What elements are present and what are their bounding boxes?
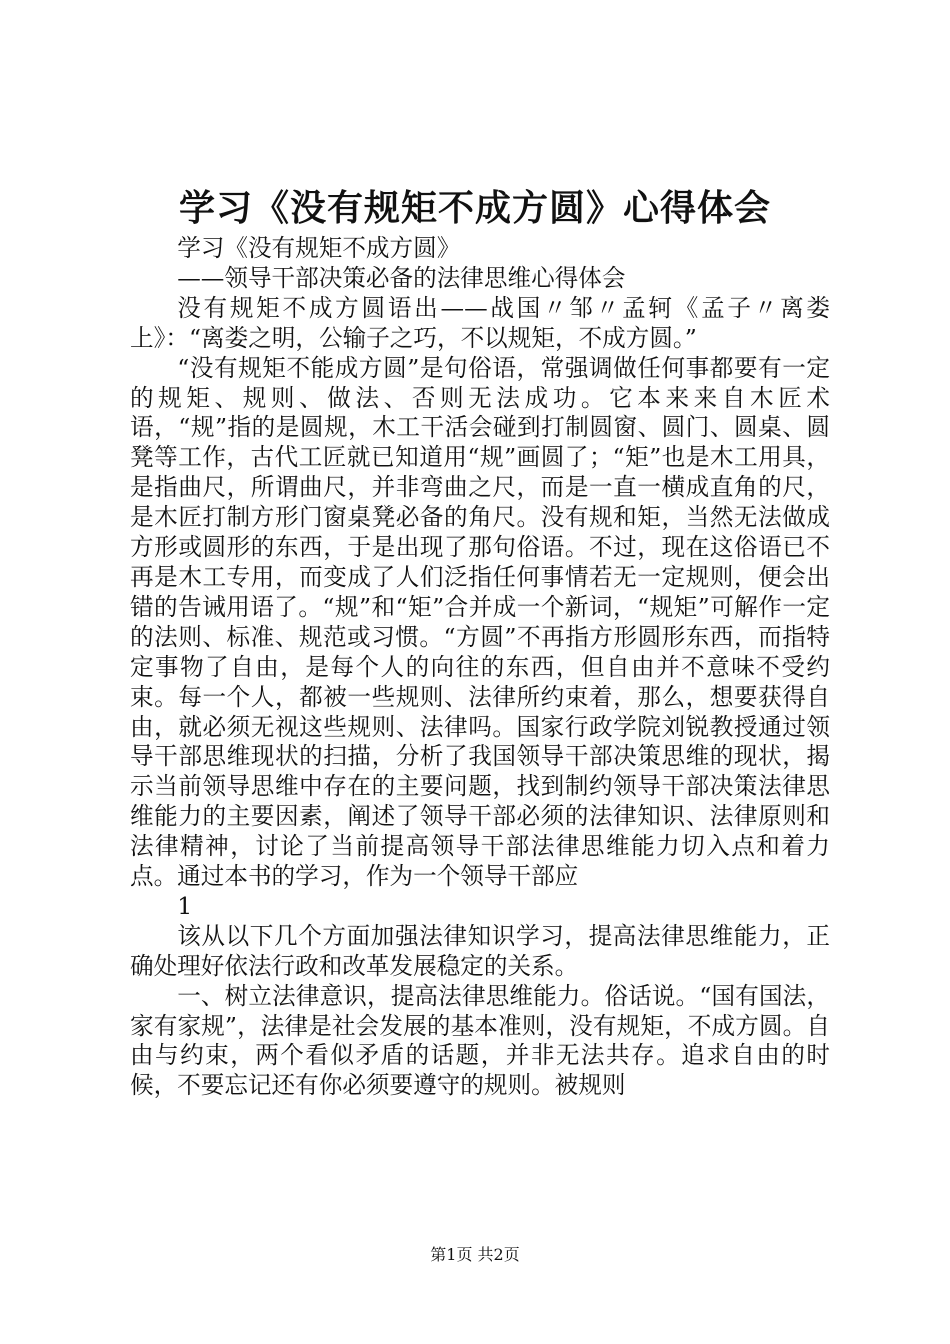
- document-title: 学习《没有规矩不成方圆》心得体会: [178, 187, 771, 229]
- paragraph-main: “没有规矩不能成方圆”是句俗语，常强调做任何事都要有一定的规矩、规则、做法、否则无法成功。它本来来自木匠术语，“规”指的是圆规，木工干活会碰到打制圆窗、圆门、圆桌、圆凳等工作，古代工匠就已知道用“规”画圆了；“矩”也是木工用具，是指曲尺，所谓曲尺，并非弯曲之尺，而是一直一横成直角的尺，是木匠打制方形门窗桌凳必备的角尺。没有规和矩，当然无法做成方形或圆形的东西，于是出现了那句俗语。不过，现在这俗语已不再是木工专用，而变成了人们泛指任何事情若无一定规则，便会出错的告诫用语了。“规”和“矩”合并成一个新词，“规矩”可解作一定的法则、标准、规范或习惯。“方圆”不再指方形圆形东西，而指特定事物了自由，是每个人的向往的东西，但自由并不意味不受约束。每一个人，都被一些规则、法律所约束着，那么，想要获得自由，就必须无视这些规则、法律吗。国家行政学院刘锐教授通过领导干部思维现状的扫描，分析了我国领导干部决策思维的现状，揭示当前领导思维中存在的主要问题，找到制约领导干部决策法律思维能力的主要因素，阐述了领导干部必须的法律知识、法律原则和法律精神，讨论了当前提高领导干部法律思维能力切入点和着力点。通过本书的学习，作为一个领导干部应: [130, 353, 830, 891]
- document-body: [130, 234, 830, 1101]
- paragraph-origin: 没有规矩不成方圆语出——战国〃邹〃孟轲《孟子〃离娄上》：“离娄之明，公输子之巧，不以规矩，不成方圆。”: [130, 293, 830, 352]
- page-marker: 1: [177, 891, 193, 920]
- paragraph-heading-1: 学习《没有规矩不成方圆》: [177, 234, 461, 262]
- paragraph-aspects: 该从以下几个方面加强法律知识学习，提高法律思维能力，正确处理好依法行政和改革发展稳定的关系。: [130, 921, 830, 980]
- paragraph-subheading: ——领导干部决策必备的法律思维心得体会: [177, 263, 626, 292]
- footer-page-label: 第1页 共2页: [430, 1245, 520, 1264]
- paragraph-section-one: 一、树立法律意识，提高法律思维能力。俗话说。“国有国法，家有家规”，法律是社会发展的基本准则，没有规矩，不成方圆。自由与约束，两个看似矛盾的话题，并非无法共存。追求自由的时候，不要忘记还有你必须要遵守的规则。被规则: [130, 981, 830, 1100]
- page-footer: [0, 1245, 950, 1265]
